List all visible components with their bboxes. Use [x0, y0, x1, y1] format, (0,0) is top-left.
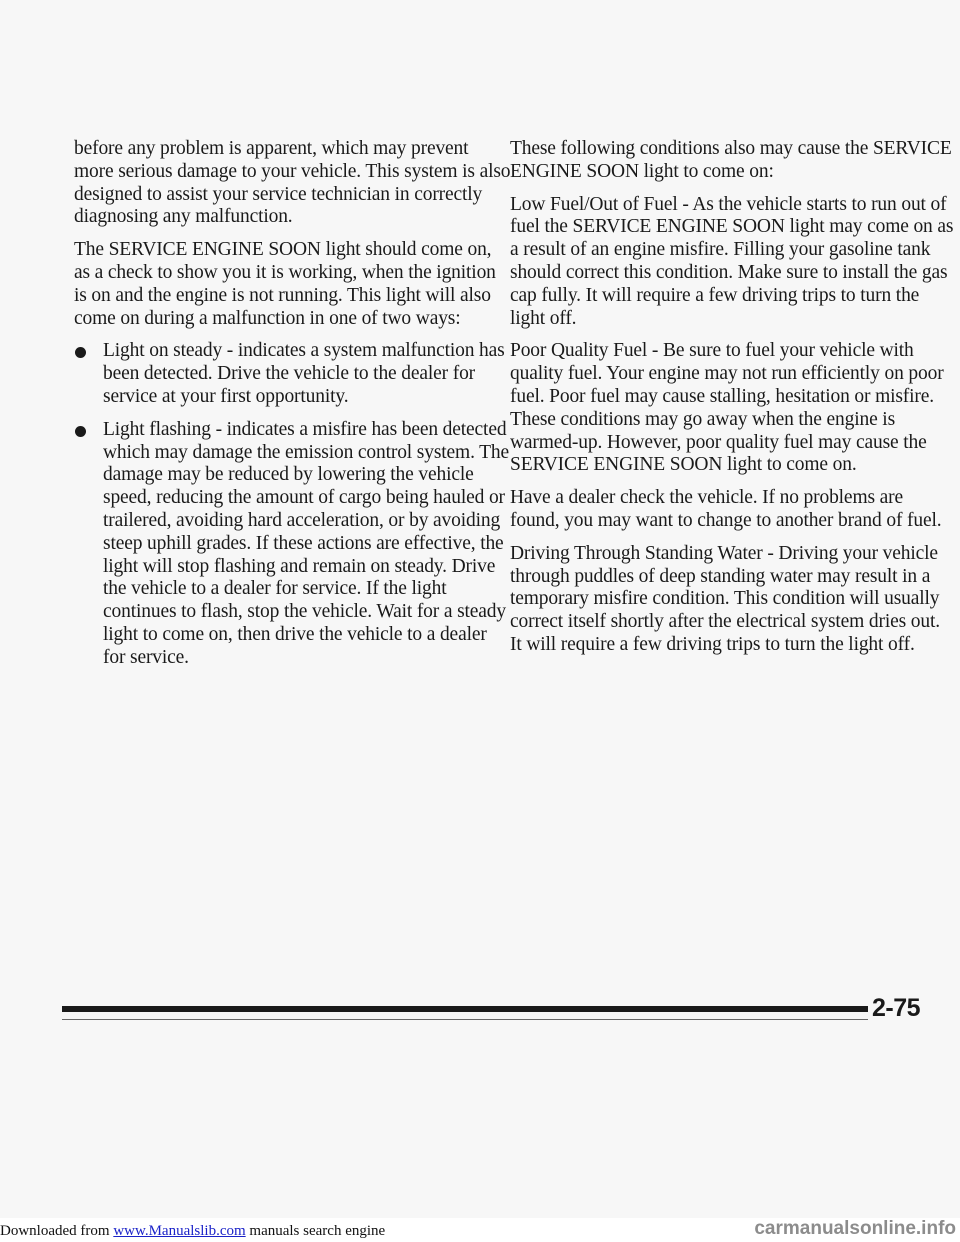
conditions-intro-paragraph: These following conditions also may cause the SERVICE ENGINE SOON light to come on:	[510, 138, 952, 182]
dealer-check-paragraph: Have a dealer check the vehicle. If no problems are found, you may want to change to another brand of fuel.	[510, 487, 942, 531]
bullet-icon	[75, 426, 86, 437]
source-banner-suffix: manuals search engine	[245, 1223, 386, 1239]
list-item	[74, 340, 512, 408]
manualslib-link[interactable]: www.Manualslib.com	[113, 1223, 246, 1239]
left-column	[74, 138, 512, 680]
service-light-paragraph: The SERVICE ENGINE SOON light should come on, as a check to show you it is working, when the ignition is on and the engine is not running. This light will also come on during a malfunction in one of two ways:	[74, 239, 496, 329]
page-number: 2-75	[872, 994, 921, 1022]
list-item	[74, 419, 512, 670]
watermark: carmanualsonline.info	[754, 1218, 956, 1239]
footer-rule	[62, 1006, 868, 1012]
bullet-icon	[75, 347, 86, 358]
list-item-text: Light flashing - indicates a misfire has been detected which may damage the emission control system. The damage may be reduced by lowering the vehicle speed, reducing the amount of cargo being hauled or trailered, avoiding hard acceleration, or by avoiding steep uphill grades. If these actions are effective, the light will stop flashing and remain on steady. Drive the vehicle to a dealer for service. If the light continues to flash, stop the vehicle. Wait for a steady light to come on, then drive the vehicle to a dealer for service.	[103, 418, 510, 668]
standing-water-paragraph: Driving Through Standing Water - Driving your vehicle through puddles of deep standing water may result in a temporary misfire condition. This condition will usually correct itself shortly after the electrical system dries out. It will require a few driving trips to turn the light off.	[510, 542, 940, 655]
malfunction-ways-list	[74, 340, 512, 669]
source-banner	[0, 1222, 385, 1240]
list-item-text: Light on steady - indicates a system malfunction has been detected. Drive the vehicle to the dealer for service at your first opportunity.	[103, 340, 505, 407]
low-fuel-paragraph: Low Fuel/Out of Fuel - As the vehicle starts to run out of fuel the SERVICE ENGINE SOON light may come on as a result of an engine misfire. Filling your gasoline tank should correct this condition. Make sure to install the gas cap fully. It will require a few driving trips to turn the light off.	[510, 193, 954, 329]
source-banner-prefix: Downloaded from	[0, 1223, 114, 1239]
poor-fuel-paragraph: Poor Quality Fuel - Be sure to fuel your vehicle with quality fuel. Your engine may not run efficiently on poor fuel. Poor fuel may cause stalling, hesitation or misfire. These conditions may go away when the engine is warmed-up. However, poor quality fuel may cause the SERVICE ENGINE SOON light to come on.	[510, 340, 944, 476]
footer-rule-thin	[62, 1019, 868, 1020]
right-column	[510, 138, 955, 667]
intro-paragraph: before any problem is apparent, which may prevent more serious damage to your vehicle. This system is also designed to assist your service technician in correctly diagnosing any malfunction.	[74, 138, 511, 228]
